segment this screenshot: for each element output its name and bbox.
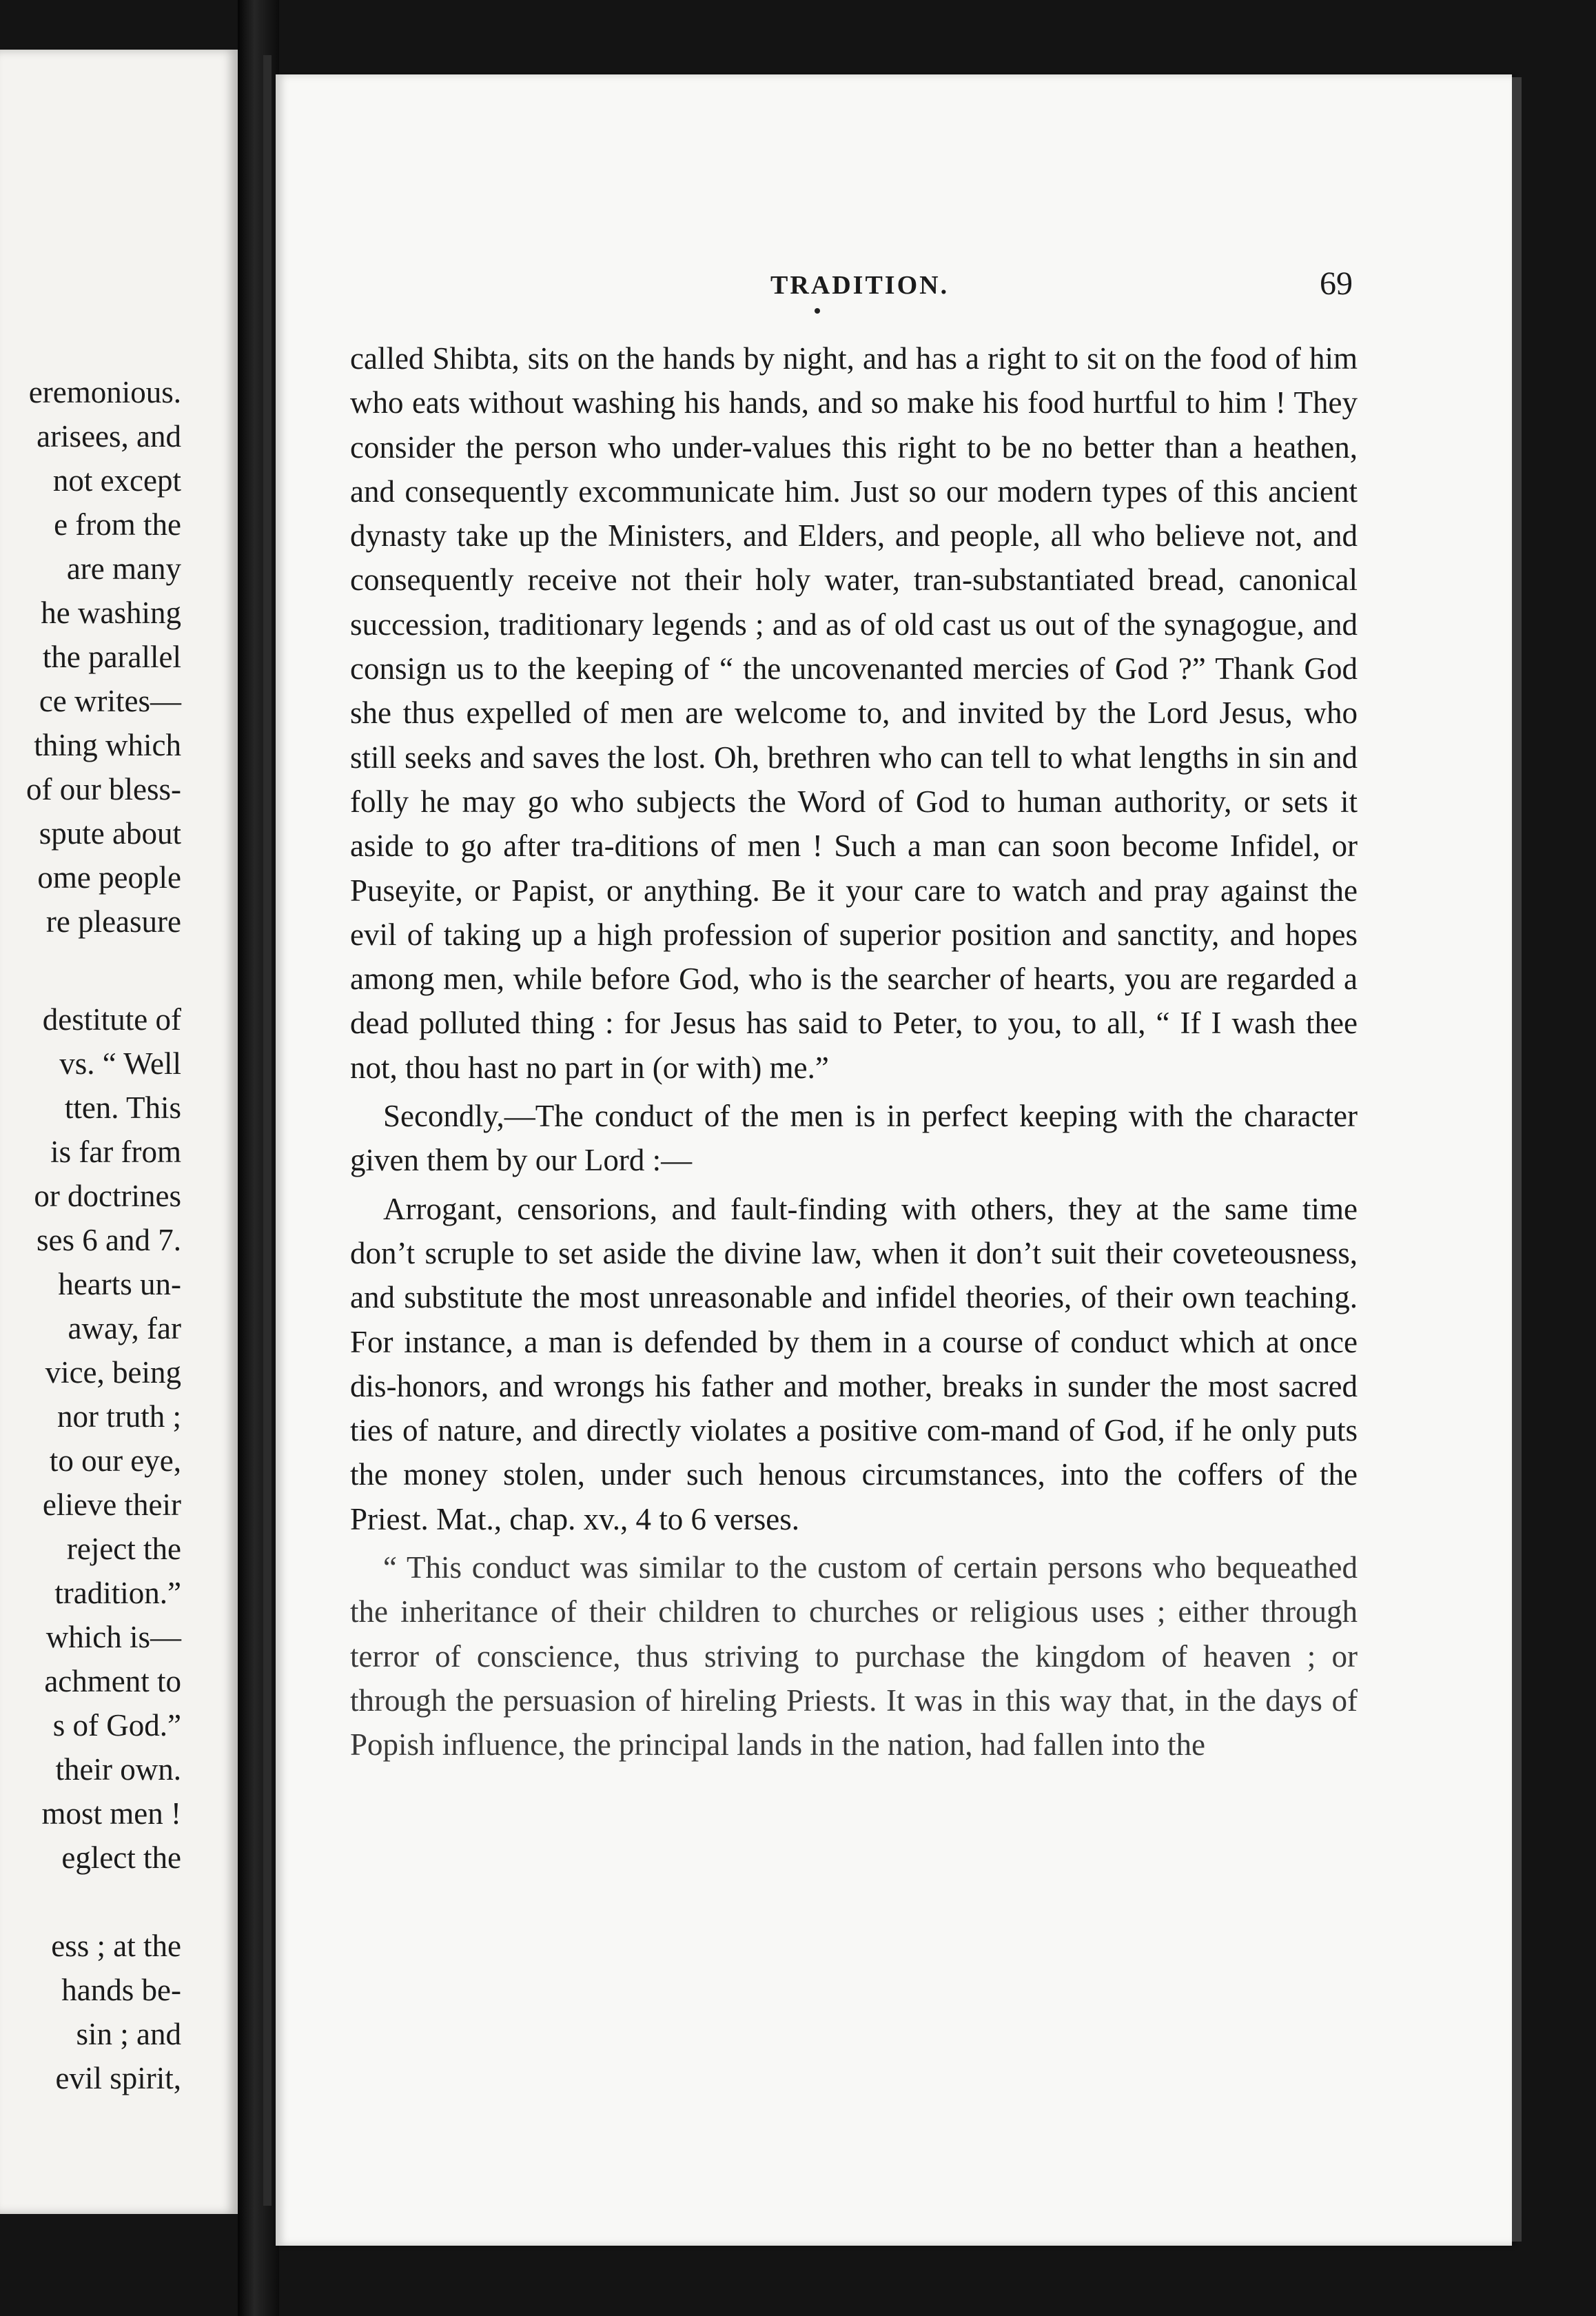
left-line: vs. “ Well: [59, 1046, 181, 1081]
paragraph: Secondly,—The conduct of the men is in perfect keeping with the character given them by our Lord :—: [350, 1099, 1358, 1178]
left-line: eremonious.: [28, 375, 181, 409]
left-line: ses 6 and 7.: [37, 1223, 181, 1257]
left-line: not except: [52, 463, 181, 498]
left-line: are many: [66, 551, 181, 586]
left-line: their own.: [55, 1752, 181, 1787]
left-line: tten. This: [64, 1090, 181, 1125]
left-line: arisees, and: [37, 419, 181, 454]
header-ornament-mark: [815, 308, 820, 314]
left-line: away, far: [68, 1311, 181, 1345]
left-line: e from the: [54, 507, 181, 542]
left-line: of our bless-: [26, 772, 181, 806]
left-line: thing which: [34, 728, 181, 762]
left-line: which is—: [45, 1620, 181, 1654]
left-line: vice, being: [45, 1355, 181, 1390]
left-line: the parallel: [42, 640, 181, 674]
left-line: to our eye,: [49, 1443, 181, 1478]
left-line: reject the: [66, 1532, 181, 1566]
book-spine: [263, 55, 272, 2206]
left-line: nor truth ;: [57, 1399, 181, 1434]
left-line: is far from: [50, 1135, 181, 1169]
book-binding: [238, 0, 279, 2316]
paragraph: Arrogant, censorions, and fault-finding with others, they at the same time don’t scruple to set aside the divine law, when it don’t suit their coveteousness, and substitute the most unreasonable and infidel theories, of their own teaching. For instance, a man is defended by them in a course of conduct which at once dis-honors, and wrongs his father and mother, breaks in sunder the most sacred ties of nature, and directly violates a positive com-mand of God, if he only puts the money stolen, under such henous circumstances, into the coffers of the Priest. Mat., chap. xv., 4 to 6 verses.: [350, 1191, 1358, 1536]
left-line: achment to: [44, 1664, 181, 1698]
paragraph: called Shibta, sits on the hands by night, and has a right to sit on the food of him who eats without washing his hands, and so make his food hurtful to him ! They consider the person who under-values this right to be no better than a heathen, and consequently excommunicate him. Just so our modern types of this ancient dynasty take up the Ministers, and Elders, and people, all who believe not, and consequently receive not their holy water, tran-substantiated bread, canonical succession, traditionary legends ; and as of old cast us out of the synagogue, and consign us to the keeping of “ the uncovenanted mercies of God ?” Thank God she thus expelled of men are welcome to, and invited by the Lord Jesus, who still seeks and saves the lost. Oh, brethren who can tell to what lengths in sin and folly he may go who subjects the Word of God to human authority, or sets it aside to go after tra-ditions of men ! Such a man can soon become Infidel, or Puseyite, or Papist, or anything. Be it your care to watch and pray against the evil of taking up a high profession of superior position and sanctity, and hopes among men, while before God, who is the searcher of hearts, you are regarded a dead polluted thing : for Jesus has said to Peter, to you, to all, “ If I wash thee not, thou hast no part in (or with) me.”: [350, 341, 1358, 1085]
left-line: evil spirit,: [55, 2061, 181, 2095]
left-line: he washing: [41, 596, 181, 630]
running-header: TRADITION.: [770, 271, 950, 300]
left-line: s of God.”: [52, 1708, 181, 1743]
left-line: ce writes—: [39, 684, 181, 718]
left-line: or doctrines: [34, 1179, 181, 1213]
left-line: destitute of: [42, 1002, 181, 1037]
left-line: spute about: [39, 816, 181, 851]
page-number: 69: [1320, 265, 1353, 302]
left-line: hearts un-: [58, 1267, 181, 1301]
left-line: ome people: [37, 860, 181, 895]
left-line: tradition.”: [54, 1576, 181, 1610]
paragraph: “ This conduct was similar to the custom of certain persons who bequeathed the inheritance of their children to churches or religious uses ; either through terror of conscience, thus striving to purchase the kingdom of heaven ; or through the persuasion of hireling Priests. It was in this way that, in the days of Popish influence, the principal lands in the nation, had fallen into the: [350, 1550, 1358, 1763]
left-line: hands be-: [61, 1973, 181, 2007]
left-line: eglect the: [61, 1840, 181, 1875]
body-text: [350, 336, 1358, 1767]
left-page: [0, 50, 238, 2214]
page-edge: [1512, 77, 1522, 2242]
left-line: sin ; and: [76, 2017, 181, 2051]
left-line: re pleasure: [45, 904, 181, 939]
left-line: elieve their: [42, 1487, 181, 1522]
left-line: ess ; at the: [51, 1929, 181, 1963]
left-line: most men !: [41, 1796, 181, 1831]
